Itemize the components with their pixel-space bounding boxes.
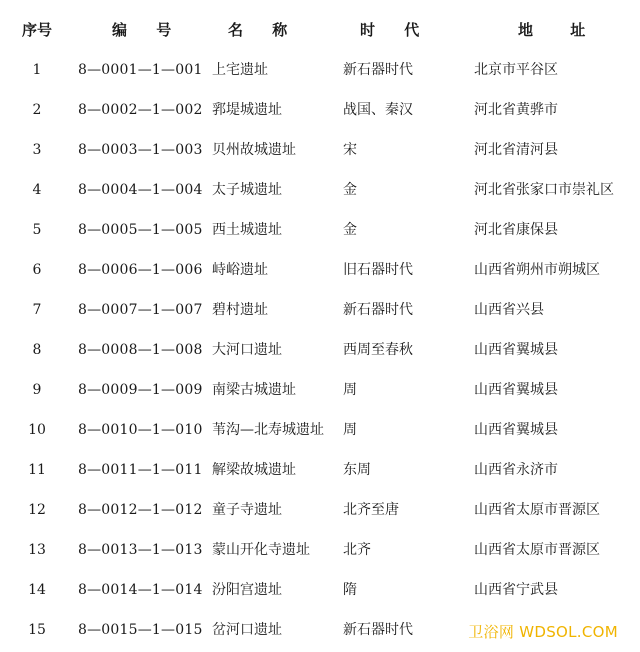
table-row [0,530,640,570]
table-header-row [0,10,640,50]
row-era: 北齐至唐 [343,502,399,518]
row-code: 8—0012—1—012 [78,502,203,518]
row-index: 8 [32,342,42,358]
row-code: 8—0007—1—007 [78,302,203,318]
row-code: 8—0015—1—015 [78,622,203,638]
row-code: 8—0001—1—001 [78,62,203,78]
header-code: 编 号 [112,21,184,39]
row-address: 山西省永济市 [474,462,558,478]
row-index: 4 [32,182,42,198]
row-index: 1 [32,62,42,78]
row-code: 8—0013—1—013 [78,542,203,558]
header-index: 序号 [21,21,52,39]
row-name: 解梁故城遗址 [212,462,296,478]
table-row [0,570,640,610]
row-era: 金 [343,222,357,238]
row-name: 碧村遗址 [212,302,268,318]
row-address: 山西省翼城县 [474,342,558,358]
row-index: 9 [32,382,42,398]
header-era: 时 代 [360,21,432,39]
row-address: 河北省清河县 [474,142,558,158]
row-index: 6 [32,262,42,278]
row-address: 河北省黄骅市 [474,102,558,118]
row-index: 14 [28,582,46,598]
row-address: 山西省翼城县 [474,422,558,438]
row-code: 8—0005—1—005 [78,222,203,238]
row-name: 贝州故城遗址 [212,142,296,158]
table-row [0,90,640,130]
table-row [0,250,640,290]
row-name: 蒙山开化寺遗址 [212,542,310,558]
table-row [0,370,640,410]
row-era: 新石器时代 [343,622,413,638]
row-name: 峙峪遗址 [212,262,268,278]
row-era: 新石器时代 [343,62,413,78]
row-era: 战国、秦汉 [343,102,413,118]
row-address: 河北省康保县 [474,222,558,238]
row-index: 10 [28,422,46,438]
row-code: 8—0009—1—009 [78,382,203,398]
row-address: 山西省朔州市朔城区 [474,262,600,278]
row-code: 8—0008—1—008 [78,342,203,358]
row-index: 12 [28,502,46,518]
row-index: 7 [32,302,42,318]
row-address: 山西省翼城县 [474,382,558,398]
table-row [0,290,640,330]
table-row [0,490,640,530]
table-row [0,170,640,210]
table-row [0,210,640,250]
row-code: 8—0010—1—010 [78,422,203,438]
row-address: 山西省兴县 [474,302,544,318]
row-name: 岔河口遗址 [212,622,282,638]
row-address: 山西省太原市晋源区 [474,502,600,518]
table-row [0,330,640,370]
row-name: 大河口遗址 [212,342,282,358]
row-index: 13 [28,542,46,558]
table-row [0,50,640,90]
row-code: 8—0011—1—011 [78,462,203,478]
row-address: 山西省太原市晋源区 [474,542,600,558]
table-row [0,130,640,170]
table-row [0,450,640,490]
header-address: 地 址 [518,21,602,39]
row-index: 3 [32,142,42,158]
row-era: 宋 [343,142,357,158]
row-name: 南梁古城遗址 [212,382,296,398]
row-era: 周 [343,422,357,438]
row-index: 15 [28,622,46,638]
row-code: 8—0014—1—014 [78,582,203,598]
row-name: 童子寺遗址 [212,502,282,518]
row-index: 2 [32,102,42,118]
row-name: 西土城遗址 [212,222,282,238]
row-era: 旧石器时代 [343,262,413,278]
row-era: 隋 [343,582,357,598]
row-code: 8—0003—1—003 [78,142,203,158]
row-name: 汾阳宫遗址 [212,582,282,598]
row-name: 郛堤城遗址 [212,102,282,118]
row-address: 北京市平谷区 [474,62,558,78]
row-address: 河北省张家口市崇礼区 [474,182,614,198]
row-name: 苇沟—北寿城遗址 [212,422,324,438]
header-name: 名 称 [228,21,300,39]
row-era: 新石器时代 [343,302,413,318]
table-row [0,410,640,450]
row-era: 金 [343,182,357,198]
row-name: 上宅遗址 [212,62,268,78]
row-era: 东周 [343,462,371,478]
site-watermark: 卫浴网 WDSOL.COM [468,623,618,641]
row-code: 8—0002—1—002 [78,102,203,118]
row-address: 山西省宁武县 [474,582,558,598]
row-index: 5 [32,222,42,238]
row-era: 周 [343,382,357,398]
row-index: 11 [28,462,46,478]
row-era: 西周至春秋 [343,342,413,358]
row-era: 北齐 [343,542,371,558]
row-code: 8—0004—1—004 [78,182,203,198]
row-name: 太子城遗址 [212,182,282,198]
row-code: 8—0006—1—006 [78,262,203,278]
